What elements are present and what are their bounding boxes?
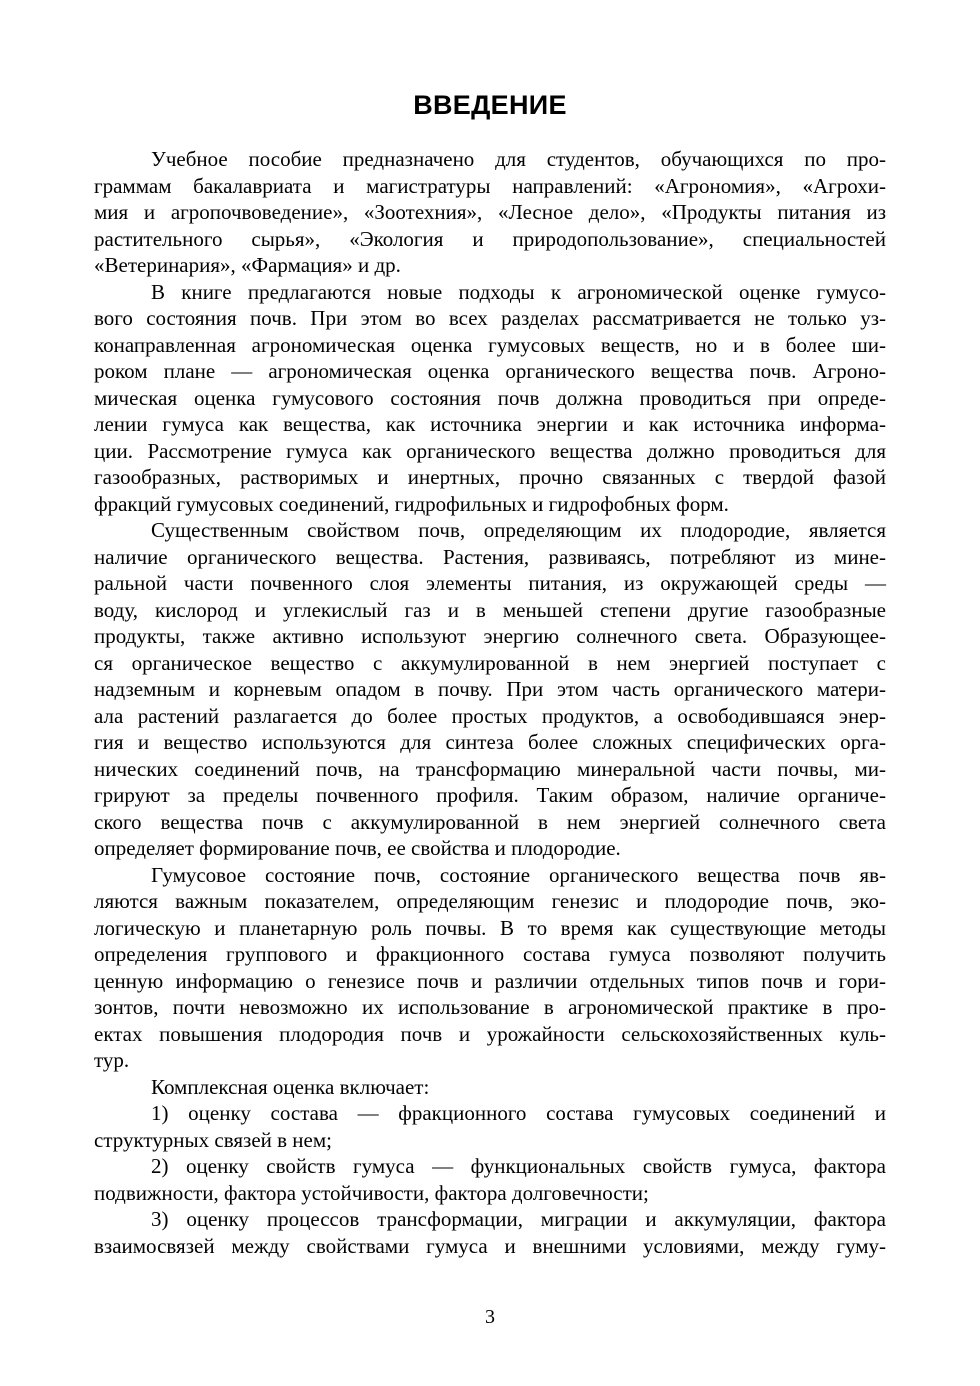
text-line: «Ветеринария», «Фармация» и др.: [94, 253, 401, 277]
text-line: воду, кислород и углекислый газ и в меньшей степени другие газообразные: [94, 597, 886, 622]
text-line: наличие органического вещества. Растения, развиваясь, потребляют из мине-: [94, 544, 886, 569]
text-line: Учебное пособие предназначено для студентов, обучающихся по про-: [151, 147, 886, 171]
text-line: взаимосвязей между свойствами гумуса и внешними условиями, между гуму-: [94, 1233, 886, 1258]
text-line: ценную информацию о генезисе почв и различии отдельных типов почв и гори-: [94, 968, 886, 993]
text-line: роком плане — агрономическая оценка органического вещества почв. Агроно-: [94, 359, 886, 383]
text-line: 3) оценку процессов трансформации, миграции и аккумуляции, фактора: [151, 1207, 886, 1231]
text-line: ала растений разлагается до более простых продуктов, а освободившаяся энер-: [94, 703, 886, 728]
text-line: ского вещества почв с аккумулированной в нем энергией солнечного света: [94, 809, 886, 834]
text-line: мическая оценка гумусового состояния почв должна проводиться при опреде-: [94, 385, 886, 410]
text-line: тур.: [94, 1048, 130, 1072]
text-line: граммам бакалавриата и магистратуры направлений: «Агрономия», «Агрохи-: [94, 173, 886, 198]
page-number: 3: [485, 1306, 495, 1328]
text-line: гия и вещество используются для синтеза более сложных специфических орга-: [94, 730, 886, 754]
text-line: грируют за пределы почвенного профиля. Таким образом, наличие органиче-: [94, 783, 886, 807]
text-line: Существенным свойством почв, определяющим их плодородие, является: [151, 518, 886, 542]
text-line: структурных связей в нем;: [94, 1127, 332, 1152]
text-line: ся органическое вещество с аккумулированной в нем энергией поступает с: [94, 650, 886, 675]
text-line: надземным и корневым опадом в почву. При этом часть органического матери-: [94, 677, 886, 701]
text-line: ектах повышения плодородия почв и урожайности сельскохозяйственных куль-: [94, 1021, 886, 1046]
text-line: ральной части почвенного слоя элементы питания, из окружающей среды —: [94, 571, 886, 595]
text-line: ции. Рассмотрение гумуса как органического вещества должно проводиться для: [94, 438, 886, 463]
text-line: вого состояния почв. При этом во всех разделах рассматривается не только уз-: [94, 306, 886, 330]
text-line: продукты, также активно используют энергию солнечного света. Образующее-: [94, 624, 886, 648]
text-line: лении гумуса как вещества, как источника энергии и как источника информа-: [94, 412, 886, 436]
text-line: Комплексная оценка включает:: [151, 1074, 430, 1099]
text-line: мия и агропочвоведение», «Зоотехния», «Лесное дело», «Продукты питания из: [94, 200, 886, 224]
text-line: газообразных, растворимых и инертных, прочно связанных с твердой фазой: [94, 465, 886, 489]
text-line: ляются важным показателем, определяющим генезис и плодородие почв, эко-: [94, 889, 886, 913]
text-line: логическую и планетарную роль почвы. В то время как существующие методы: [94, 915, 886, 940]
text-line: Гумусовое состояние почв, состояние органического вещества почв яв-: [151, 862, 886, 887]
text-line: определения группового и фракционного состава гумуса позволяют получить: [94, 942, 886, 966]
body-text: [94, 146, 886, 1259]
page-title: ВВЕДЕНИЕ: [413, 90, 567, 120]
text-line: фракций гумусовых соединений, гидрофильных и гидрофобных форм.: [94, 491, 729, 516]
text-line: 1) оценку состава — фракционного состава гумусовых соединений и: [151, 1101, 886, 1125]
text-line: конаправленная агрономическая оценка гумусовых веществ, но и в более ши-: [94, 332, 886, 357]
text-line: подвижности, фактора устойчивости, фактора долговечности;: [94, 1180, 649, 1205]
text-line: 2) оценку свойств гумуса — функциональных свойств гумуса, фактора: [151, 1154, 886, 1178]
text-line: нических соединений почв, на трансформацию минеральной части почвы, ми-: [94, 756, 886, 781]
text-line: определяет формирование почв, ее свойства и плодородие.: [94, 836, 621, 860]
text-line: растительного сырья», «Экология и природопользование», специальностей: [94, 226, 886, 251]
text-line: зонтов, почти невозможно их использование в агрономической практике в про-: [94, 995, 886, 1019]
text-line: В книге предлагаются новые подходы к агрономической оценке гумусо-: [151, 279, 886, 304]
